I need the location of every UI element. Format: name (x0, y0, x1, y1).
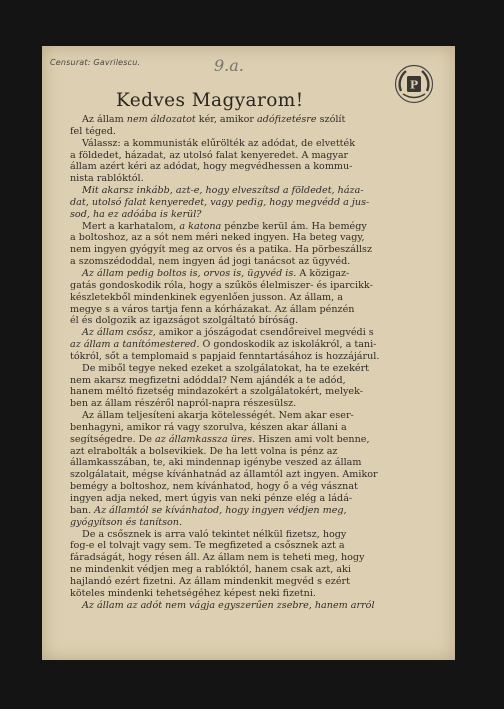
text-segment: Hiszen ami volt benne, (255, 433, 370, 445)
text-segment: Válassz: a kommunisták elűrölték az adódat, de elvették (82, 137, 356, 149)
leaflet-text (70, 114, 446, 611)
text-line (70, 398, 446, 410)
italic-segment: az államkassza üres. (155, 433, 256, 445)
text-line (70, 209, 446, 221)
text-line (70, 327, 446, 339)
italic-segment: Mit akarsz inkább, azt-e, hogy elveszítsd a földedet, háza- (82, 185, 364, 197)
text-segment: pénzbe kerül ám. Ha bemégy (221, 220, 367, 232)
text-segment: ne mindenkit védjen meg a rablóktól, hanem csak azt, aki (70, 564, 351, 576)
text-line (70, 505, 446, 517)
text-segment: nista rablóktól. (70, 173, 144, 185)
text-segment: ingyen adja neked, mert úgyis van neki pénze elég a ládá- (70, 493, 353, 504)
text-segment: állam azért kéri az adódat, hogy megvédhessen a kommu- (70, 161, 353, 173)
text-segment: a boltoshoz, az a sót nem méri neked ingyen. Ha beteg vagy, (70, 232, 365, 244)
text-line (70, 256, 446, 268)
text-line (70, 422, 446, 434)
italic-segment: Az állam csősz, (82, 327, 156, 339)
text-line (70, 564, 446, 576)
italic-segment: Az állam pedig boltos is, orvos is, ügyvéd is. (82, 267, 297, 279)
text-segment: De miből tegye neked ezeket a szolgálatokat, ha te ezekért (82, 362, 370, 374)
text-line (70, 588, 446, 600)
text-segment: nem akarsz megfizetni adóddal? Nem ajándék a te adód, (70, 374, 346, 386)
seal-monogram: P (409, 78, 419, 92)
text-line (70, 386, 446, 398)
text-segment: A közigaz- (296, 267, 350, 279)
text-segment: segítségedre. De (70, 433, 156, 445)
text-segment: él és dolgozik az igazságot szolgáltató bíróság. (70, 315, 299, 327)
text-line (70, 363, 446, 375)
text-segment: Ő gondoskodik az iskolákról, a tani- (199, 339, 377, 351)
text-line (70, 185, 446, 197)
text-segment: fel téged. (70, 125, 116, 137)
text-line (70, 126, 446, 138)
text-line (70, 529, 446, 541)
text-line (70, 576, 446, 588)
text-line (70, 351, 446, 363)
text-line (70, 493, 446, 505)
text-line (70, 232, 446, 244)
text-line (70, 304, 446, 316)
text-line (70, 339, 446, 351)
italic-segment: az állam a tanítómestered. (70, 339, 200, 351)
text-segment: Az állam (82, 114, 127, 125)
text-line (70, 292, 446, 304)
text-segment: a földedet, házadat, az utolsó falat kenyeredet. A magyar (70, 149, 349, 161)
text-segment: köteles mindenki tehetségéhez képest neki fizetni. (70, 587, 316, 599)
text-line (70, 173, 446, 185)
text-line (70, 315, 446, 327)
italic-segment: gyógyítson és tanítson. (70, 516, 183, 528)
text-segment: fáradságát, hogy résen áll. Az állam nem is teheti meg, hogy (70, 552, 365, 564)
pencil-mark: 9.a. (214, 56, 244, 75)
text-line (70, 540, 446, 552)
text-segment: államkasszában, te, aki mindennap igénybe veszed az állam (70, 457, 362, 469)
text-line (70, 161, 446, 173)
text-segment: amikor a jószágodat csendőreivel megvédi s (155, 327, 374, 339)
text-segment: Az állam teljesíteni akarja kötelességét. Nem akar eser- (82, 410, 354, 422)
text-segment: hanem méltó fizetség mindazokért a szolgálatokért, melyek- (70, 386, 363, 398)
wreath-seal-icon (394, 64, 434, 104)
text-segment: hajlandó ezért fizetni. Az állam mindenkit megvéd s ezért (70, 575, 350, 587)
text-line (70, 268, 446, 280)
text-line (70, 280, 446, 292)
text-line (70, 469, 446, 481)
italic-segment: Az állam az adót nem vágja egyszerűen zsebre, hanem arról (82, 599, 375, 611)
text-segment: gatás gondoskodik róla, hogy a szűkös élelmiszer- és iparcikk- (70, 279, 373, 291)
text-segment: Mert a karhatalom, (82, 220, 180, 232)
text-line (70, 375, 446, 387)
italic-segment: nem áldozatot (126, 114, 196, 125)
page-title: Kedves Magyarom! (116, 90, 304, 111)
text-segment: tókról, sőt a templomaid s papjaid fenntartásához is hozzájárul. (70, 350, 380, 362)
text-line (70, 150, 446, 162)
censor-note: Censurat: Gavrilescu. (50, 58, 141, 67)
text-segment: készletekből mindenkinek egyenlően jusson. Az állam, a (70, 291, 343, 303)
text-line (70, 197, 446, 209)
italic-segment: sod, ha ez adóába is kerül? (70, 208, 202, 220)
leaflet-page (42, 46, 455, 660)
text-line (70, 244, 446, 256)
text-line (70, 114, 446, 126)
text-line (70, 481, 446, 493)
text-line (70, 517, 446, 529)
text-segment: ben az állam részéről napról-napra részesülsz. (70, 398, 297, 410)
text-line (70, 457, 446, 469)
italic-segment: dat, utolsó falat kenyeredet, vagy pedig, hogy megvédd a jus- (70, 196, 370, 208)
text-line (70, 600, 446, 612)
italic-segment: adófizetésre (257, 114, 317, 125)
text-segment: megye s a város tartja fenn a kórházakat. Az állam pénzén (70, 303, 355, 315)
italic-segment: Az államtól se kívánhatod, hogy ingyen védjen meg, (94, 504, 347, 516)
text-segment: benhagyni, amikor rá vagy szorulva, készen akar állani a (70, 421, 347, 433)
text-segment: szólít (316, 114, 346, 125)
text-segment: a szomszédoddal, nem ingyen ád jogi tanácsot az ügyvéd. (70, 256, 351, 268)
text-line (70, 410, 446, 422)
italic-segment: a katona (179, 220, 222, 232)
text-segment: fog-e el tolvajt vagy sem. Te megfizeted a csősznek azt a (70, 540, 345, 552)
text-segment: bemégy a boltoshoz, nem kívánhatod, hogy ő a vég vásznat (70, 481, 358, 493)
text-segment: kér, amikor (195, 114, 258, 125)
text-line (70, 221, 446, 233)
text-segment: ban. (70, 504, 95, 516)
text-segment: De a csősznek is arra való tekintet nélkül fizetsz, hogy (82, 528, 347, 540)
text-line (70, 552, 446, 564)
text-segment: nem ingyen gyógyít meg az orvos és a patika. Ha pörbeszállsz (70, 244, 373, 256)
text-line (70, 446, 446, 458)
text-line (70, 434, 446, 446)
text-line (70, 138, 446, 150)
text-segment: szolgálatait, mégse kívánhatnád az államtól azt ingyen. Amikor (70, 469, 378, 481)
text-segment: azt elrabolták a bolsevikiek. De ha lett volna is pénz az (70, 445, 338, 457)
